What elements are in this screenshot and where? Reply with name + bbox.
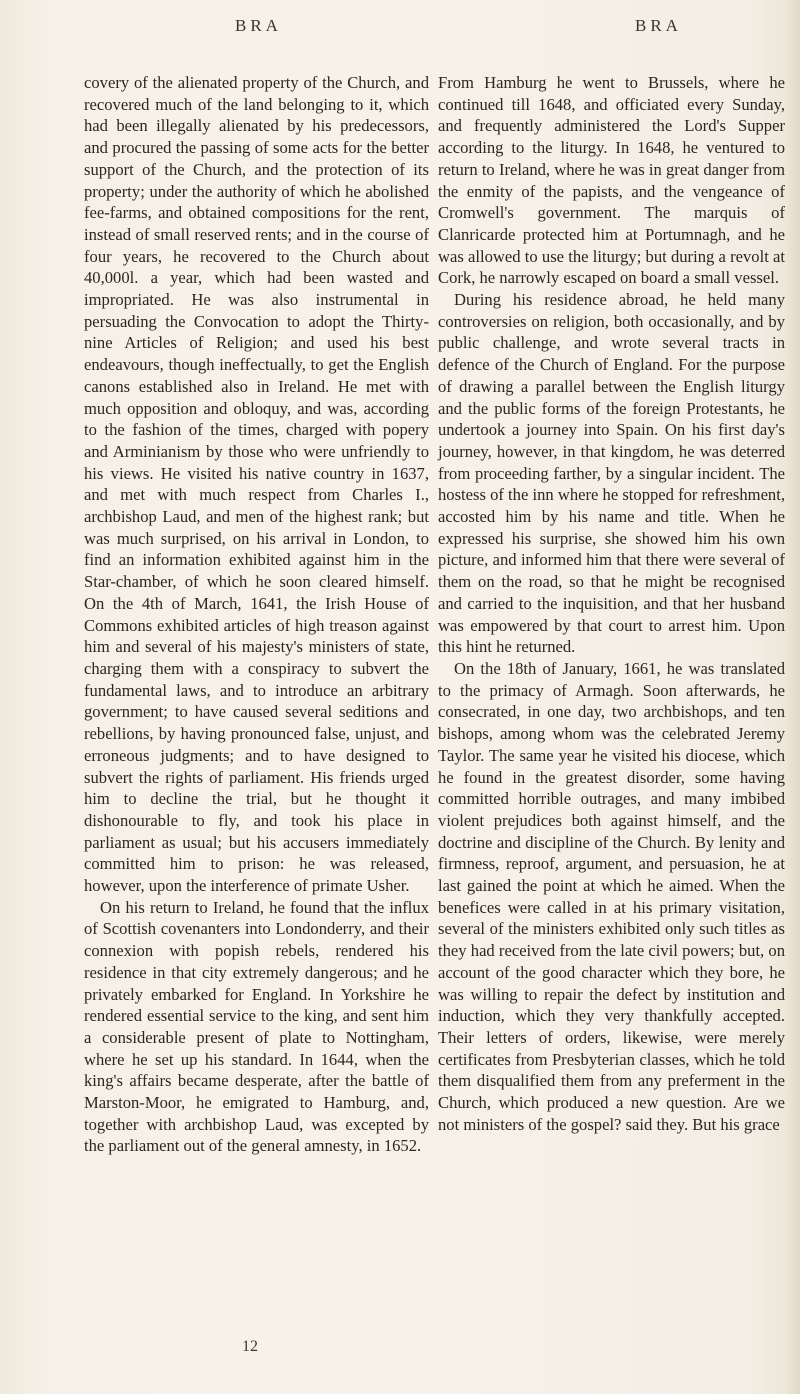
running-header-left: BRA xyxy=(235,16,282,35)
paragraph: From Hamburg he went to Brussels, where he continued till 1648, and officiated every Sunday, and frequently administered the Lord's Supper according to the liturgy. In 1648, he ventured to return to Ireland, where he was in great danger from the enmity of the papists, and the vengeance of Cromwell's government. The marquis of Clanricarde protected him at Portumnagh, and he was allowed to use the liturgy; but during a revolt at Cork, he narrowly escaped on board a small vessel. xyxy=(438,73,785,288)
paragraph: On the 18th of January, 1661, he was translated to the primacy of Armagh. Soon afterwards, he consecrated, in one day, two archbishops, and ten bishops, among whom was the celebrated Jeremy Taylor. The same year he visited his diocese, which he found in the greatest disorder, some having committed horrible outrages, and many imbibed violent prejudices both against himself, and the doctrine and discipline of the Church. By lenity and firmness, reproof, argument, and persuasion, he at last gained the point at which he aimed. When the benefices were called in at his primary visitation, several of the ministers exhibited only such titles as they had received from the late civil powers; but, on account of the good character which they bore, he was willing to repair the defect by institution and induction, which they very thankfully accepted. Their letters of orders, likewise, were merely certificates from Presbyterian classes, which he told them disqualified them from any preferment in the Church, which produced a new question. Are we not ministers of the gospel? said they. But his grace xyxy=(438,658,785,1134)
paragraph: covery of the alienated property of the Church, and recovered much of the land belonging to it, which had been illegally alienated by his predecessors, and procured the passing of some acts for the better support of the Church, and the protection of its property; under the authority of which he abolished fee-farms, and obtained compositions for the rent, instead of small reserved rents; and in the course of four years, he recovered to the Church about 40,000l. a year, which had been wasted and impropriated. He was also instrumental in persuading the Convocation to adopt the Thirty-nine Articles of Religion; and used his best endeavours, though ineffectually, to get the English canons established also in Ireland. He met with much opposition and obloquy, and was, according to the fashion of the times, charged with popery and Arminianism by those who were unfriendly to his views. He visited his native country in 1637, and met with much respect from Charles I., archbishop Laud, and men of the highest rank; but was much surprised, on his arrival in London, to find an information exhibited against him in the Star-chamber, of which he soon cleared himself. On the 4th of March, 1641, the Irish House of Commons exhibited articles of high treason against him and several of his majesty's ministers of state, charging them with a conspiracy to subvert the fundamental laws, and to introduce an arbitrary government; to have caused several seditions and rebellions, by having pronounced false, unjust, and erroneous judgments; and to have designed to subvert the rights of parliament. His friends urged him to decline the trial, but he thought it dishonourable to fly, and took his place in parliament as usual; but his accusers immediately committed him to prison: he was released, however, upon the interference of primate Usher. xyxy=(84,73,429,896)
page-edge-shading xyxy=(786,0,800,1394)
page-number: 12 xyxy=(242,1338,258,1355)
right-column xyxy=(438,72,785,1135)
paragraph: On his return to Ireland, he found that the influx of Scottish covenanters into Londonderry, and their connexion with popish rebels, rendered his residence in that city extremely dangerous; and he privately embarked for England. In Yorkshire he rendered essential service to the king, and sent him a considerable present of plate to Nottingham, where he set up his standard. In 1644, when the king's affairs became desperate, after the battle of Marston-Moor, he emigrated to Hamburg, and, together with archbishop Laud, was excepted by the parliament out of the general amnesty, in 1652. xyxy=(84,897,429,1156)
running-header-right: BRA xyxy=(635,16,682,35)
left-column xyxy=(84,72,429,1157)
paragraph: During his residence abroad, he held many controversies on religion, both occasionally, and by public challenge, and wrote several tracts in defence of the Church of England. For the purpose of drawing a parallel between the English liturgy and the public forms of the foreign Protestants, he undertook a journey into Spain. On his first day's journey, however, in that kingdom, he was deterred from proceeding farther, by a singular incident. The hostess of the inn where he stopped for refreshment, accosted him by his name and title. When he expressed his surprise, she showed him his own picture, and informed him that there were several of them on the road, so that he might be recognised and carried to the inquisition, and that her husband was empowered by that court to arrest him. Upon this hint he returned. xyxy=(438,290,785,657)
